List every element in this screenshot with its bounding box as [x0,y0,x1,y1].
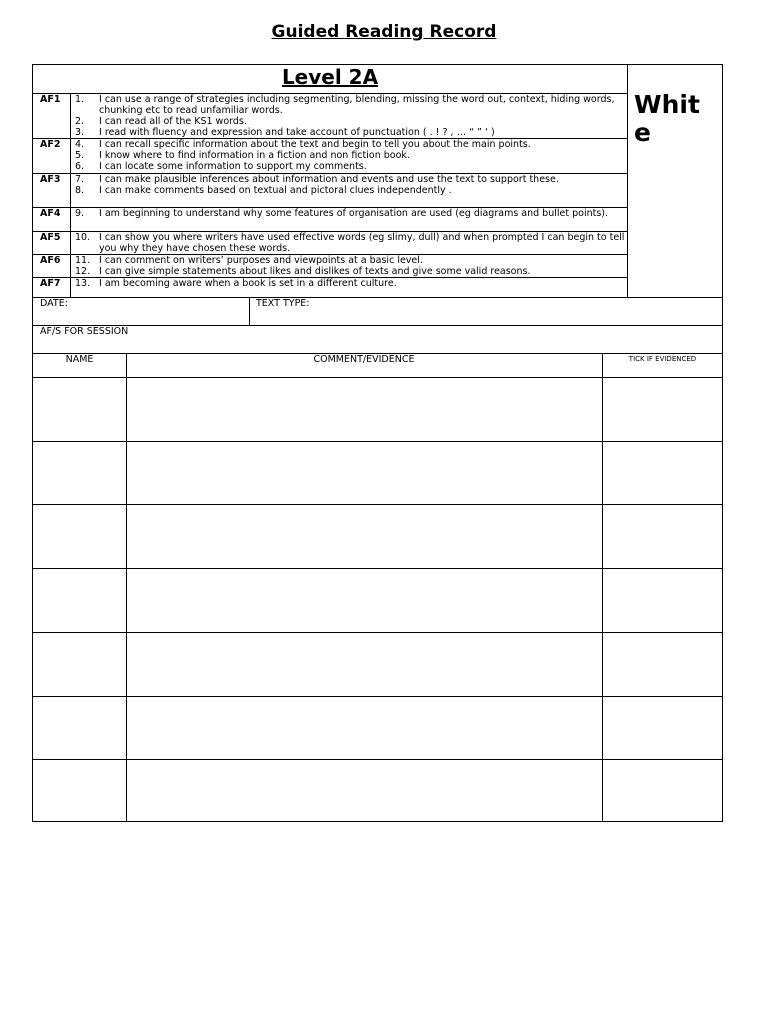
af-code: AF2 [40,139,61,150]
statement-number: 4. [75,139,85,150]
tick-cell[interactable] [602,696,723,760]
level-heading: Level 2A [281,65,379,89]
statement-text: I can recall specific information about the text and begin to tell you about the main points. [99,139,531,150]
tick-column-header: TICK IF EVIDENCED [628,355,697,363]
af-code: AF6 [40,255,61,266]
statement-text: I can read all of the KS1 words. [99,116,247,127]
statement-number: 11. [75,255,91,266]
comment-cell[interactable] [126,568,602,632]
comment-cell[interactable] [126,632,602,696]
af-statement [75,174,625,185]
af-statement [75,232,625,254]
statement-number: 7. [75,174,85,185]
statement-text: I read with fluency and expression and take account of punctuation ( . ! ? , … “ ” ‘ ) [99,127,495,138]
statement-text: I can make comments based on textual and pictoral clues independently . [99,185,452,196]
tick-cell[interactable] [602,568,723,632]
page-title: Guided Reading Record [271,22,497,42]
name-cell[interactable] [33,696,126,760]
af-statement [75,278,625,289]
tick-cell[interactable] [602,377,723,441]
comment-cell[interactable] [126,696,602,760]
af-statement [75,266,625,277]
date-label: DATE: [40,298,68,309]
tick-cell[interactable] [602,632,723,696]
statement-number: 12. [75,266,91,277]
af-statement [75,150,625,161]
statement-number: 2. [75,116,85,127]
statement-number: 10. [75,232,91,243]
af-statement [75,94,625,116]
record-form [32,64,723,822]
statement-text: I can comment on writers’ purposes and viewpoints at a basic level. [99,255,423,266]
statement-number: 13. [75,278,91,289]
colour-band-label: White [634,90,700,147]
af-code: AF1 [40,94,61,105]
name-cell[interactable] [33,759,126,823]
name-cell[interactable] [33,377,126,441]
statement-text: I am becoming aware when a book is set in a different culture. [99,278,397,289]
statement-text: I can make plausible inferences about information and events and use the text to support these. [99,174,559,185]
statement-text: I can show you where writers have used effective words (eg slimy, dull) and when prompted I can begin to tell you why they have chosen these words. [99,232,625,254]
af-code: AF4 [40,208,61,219]
statement-text: I know where to find information in a fiction and non fiction book. [99,150,410,161]
tick-cell[interactable] [602,441,723,505]
statement-text: I am beginning to understand why some features of organisation are used (eg diagrams and bullet points). [99,208,609,219]
statement-number: 9. [75,208,85,219]
comment-cell[interactable] [126,504,602,568]
statement-number: 8. [75,185,85,196]
statement-number: 1. [75,94,85,105]
comment-cell[interactable] [126,759,602,823]
comment-column-header: COMMENT/EVIDENCE [313,354,415,365]
statement-text: I can use a range of strategies including segmenting, blending, missing the word out, context, hiding words, chunking etc to read unfamiliar words. [99,94,615,116]
af-code: AF5 [40,232,61,243]
name-cell[interactable] [33,632,126,696]
name-cell[interactable] [33,568,126,632]
af-statement [75,127,625,138]
af-statement [75,116,625,127]
af-statement [75,139,625,150]
afs-for-session-label: AF/S FOR SESSION [40,326,129,337]
af-statement [75,185,625,196]
colour-column-divider [627,65,628,297]
comment-cell[interactable] [126,441,602,505]
af-statement [75,208,625,219]
af-statement [75,161,625,172]
text-type-field[interactable] [249,297,723,325]
statement-text: I can locate some information to support my comments. [99,161,367,172]
tick-cell[interactable] [602,504,723,568]
af-statement [75,255,625,266]
text-type-label: TEXT TYPE: [256,298,310,309]
af-code-divider [70,93,71,297]
name-cell[interactable] [33,441,126,505]
name-cell[interactable] [33,504,126,568]
name-column-header: NAME [65,354,94,365]
statement-number: 6. [75,161,85,172]
tick-cell[interactable] [602,759,723,823]
date-field[interactable] [33,297,249,325]
comment-cell[interactable] [126,377,602,441]
statement-number: 5. [75,150,85,161]
statement-text: I can give simple statements about likes and dislikes of texts and give some valid reasons. [99,266,531,277]
af-code: AF7 [40,278,61,289]
statement-number: 3. [75,127,85,138]
af-code: AF3 [40,174,61,185]
afs-for-session-field[interactable] [33,325,723,353]
